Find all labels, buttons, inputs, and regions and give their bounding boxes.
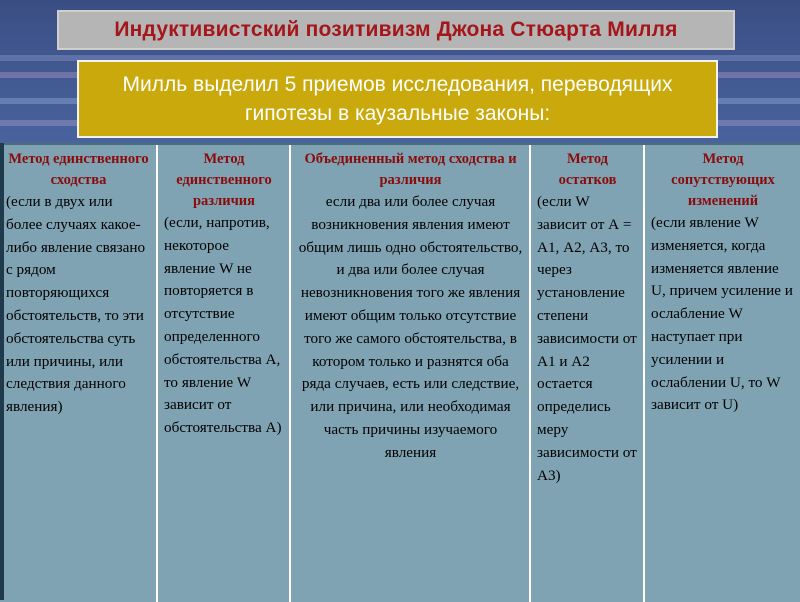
- method-description: (если W зависит от А = А1, А2, А3, то через установление степени зависимости от А1 и А2 остается определись меру зависимости от А3): [537, 193, 637, 484]
- method-description: (если в двух или более случаях какое-либо явление связано с рядом повторяющихся обстоятельств, то эти обстоятельства суть или причины, или следствия данного явления): [6, 193, 146, 416]
- table-edge: [0, 143, 4, 600]
- method-heading: Метод единственного сходства: [8, 151, 149, 188]
- method-column: [645, 145, 800, 602]
- methods-table: [0, 143, 800, 602]
- subtitle-box: [77, 60, 718, 138]
- method-column: [158, 145, 291, 602]
- method-heading: Метод остатков: [558, 151, 617, 188]
- method-column: [291, 145, 531, 602]
- method-description: если два или более случая возникновения явления имеют общим лишь одно обстоятельство, и два или более случая невозникновения того же явления имеют общим только отсутствие того же самого обстоятельства, в котором только и разнятся оба ряда случаев, есть или следствие, или причина, или необходимая часть причины изучаемого явления: [298, 193, 523, 461]
- method-description: (если, напротив, некоторое явление W не повторяется в отсутствие определенного обстоятельства А, то явление W зависит от обстоятельства А): [164, 214, 282, 437]
- method-description: (если явление W изменяется, когда изменяется явление U, причем усиление и ослабление W наступает при усилении и ослаблении U, то W зависит от U): [651, 214, 793, 414]
- title-bar: [57, 10, 735, 50]
- method-column: [531, 145, 645, 602]
- subtitle-text: Милль выделил 5 приемов исследования, переводящих гипотезы в каузальные законы:: [122, 73, 673, 125]
- method-heading: Метод сопутствующих изменений: [671, 151, 775, 209]
- method-heading: Объединенный метод сходства и различия: [304, 151, 517, 188]
- method-column: [0, 145, 158, 602]
- slide-title: Индуктивистский позитивизм Джона Стюарта Милля: [114, 18, 678, 41]
- method-heading: Метод единственного различия: [176, 151, 272, 209]
